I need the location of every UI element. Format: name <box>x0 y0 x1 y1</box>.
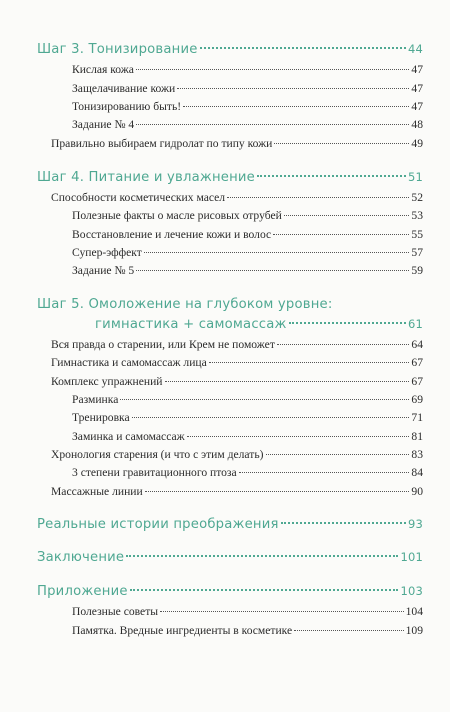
page-number: 93 <box>407 517 423 531</box>
page-number: 103 <box>400 584 423 598</box>
toc-section-conclusion[interactable] <box>37 550 423 565</box>
dot-leader <box>136 270 409 271</box>
dot-leader <box>239 472 410 473</box>
entry-label: Заминка и самомассаж <box>72 430 185 443</box>
section-title-line1: Шаг 5. Омоложение на глубоком уровне: <box>37 297 333 312</box>
section-title: гимнастика + самомассаж <box>95 317 287 332</box>
dot-leader <box>160 611 404 612</box>
entry-label: Кислая кожа <box>72 63 134 76</box>
toc-section-step3[interactable] <box>37 42 423 57</box>
dot-leader <box>165 381 410 382</box>
page-number: 69 <box>411 393 423 406</box>
page-number: 51 <box>407 170 423 184</box>
toc-entry[interactable] <box>72 118 423 131</box>
page-number: 83 <box>411 448 423 461</box>
toc-entry[interactable] <box>72 430 423 443</box>
page-number: 104 <box>405 605 423 618</box>
entry-label: Способности косметических масел <box>51 191 226 204</box>
page-number: 109 <box>405 624 423 637</box>
dot-leader <box>136 124 409 125</box>
entry-label: Тонизированию быть! <box>72 100 182 113</box>
section-title: Приложение <box>37 584 128 599</box>
entry-label: Восстановление и лечение кожи и волос <box>72 228 272 241</box>
page-number: 47 <box>411 100 423 113</box>
toc-entry[interactable] <box>72 264 423 277</box>
page-number: 81 <box>411 430 423 443</box>
entry-label: Хронология старения (и что с этим делать) <box>51 448 264 461</box>
entry-label: Разминка <box>72 393 119 406</box>
page-number: 53 <box>411 209 423 222</box>
page-number: 47 <box>411 82 423 95</box>
entry-label: 3 степени гравитационного птоза <box>72 466 237 479</box>
dot-leader <box>177 88 409 89</box>
dot-leader <box>144 252 410 253</box>
toc-section-step5[interactable] <box>95 317 423 332</box>
toc-entry[interactable] <box>51 137 423 150</box>
toc-entry[interactable] <box>72 605 423 618</box>
page-number: 57 <box>411 246 423 259</box>
section-title: Шаг 4. Питание и увлажнение <box>37 170 255 185</box>
page-number: 59 <box>411 264 423 277</box>
section-title: Шаг 3. Тонизирование <box>37 42 198 57</box>
dot-leader <box>200 47 406 49</box>
dot-leader <box>277 344 410 345</box>
entry-label: Полезные советы <box>72 605 159 618</box>
page-number: 49 <box>411 137 423 150</box>
dot-leader <box>227 197 409 198</box>
toc-entry[interactable] <box>51 375 423 388</box>
page-number: 84 <box>411 466 423 479</box>
dot-leader <box>289 322 406 324</box>
dot-leader <box>209 362 410 363</box>
toc-entry[interactable] <box>51 356 423 369</box>
page-number: 90 <box>411 485 423 498</box>
entry-label: Памятка. Вредные ингредиенты в косметике <box>72 624 293 637</box>
page-number: 47 <box>411 63 423 76</box>
toc-entry[interactable] <box>51 338 423 351</box>
dot-leader <box>126 555 398 557</box>
page-number: 64 <box>411 338 423 351</box>
dot-leader <box>266 454 410 455</box>
page-number: 101 <box>400 550 423 564</box>
dot-leader <box>281 522 406 524</box>
dot-leader <box>132 417 410 418</box>
toc-section-real-stories[interactable] <box>37 517 423 532</box>
page-number: 52 <box>411 191 423 204</box>
dot-leader <box>145 491 410 492</box>
entry-label: Защелачивание кожи <box>72 82 176 95</box>
entry-label: Вся правда о старении, или Крем не поможет <box>51 338 275 351</box>
entry-label: Задание № 4 <box>72 118 135 131</box>
page-number: 48 <box>411 118 423 131</box>
toc-entry[interactable] <box>72 246 423 259</box>
toc-entry[interactable] <box>72 100 423 113</box>
section-title: Реальные истории преображения <box>37 517 279 532</box>
page-number: 55 <box>411 228 423 241</box>
toc-entry[interactable] <box>51 448 423 461</box>
dot-leader <box>183 106 409 107</box>
entry-label: Гимнастика и самомассаж лица <box>51 356 207 369</box>
toc-entry[interactable] <box>72 411 423 424</box>
toc-entry[interactable] <box>72 63 423 76</box>
page-number: 44 <box>407 42 423 56</box>
dot-leader <box>284 215 410 216</box>
dot-leader <box>257 175 406 177</box>
dot-leader <box>294 630 403 631</box>
dot-leader <box>120 399 409 400</box>
toc-entry[interactable] <box>72 82 423 95</box>
dot-leader <box>187 436 410 437</box>
toc-entry[interactable] <box>72 624 423 637</box>
page-number: 67 <box>411 356 423 369</box>
section-title: Заключение <box>37 550 125 565</box>
entry-label: Полезные факты о масле рисовых отрубей <box>72 209 282 222</box>
toc-section-appendix[interactable] <box>37 584 423 599</box>
page-number: 67 <box>411 375 423 388</box>
dot-leader <box>136 69 409 70</box>
entry-label: Массажные линии <box>51 485 143 498</box>
entry-label: Задание № 5 <box>72 264 135 277</box>
toc-entry[interactable] <box>72 393 423 406</box>
entry-label: Супер-эффект <box>72 246 142 259</box>
toc-entry[interactable] <box>72 228 423 241</box>
toc-entry[interactable] <box>72 466 423 479</box>
toc-entry[interactable] <box>51 485 423 498</box>
dot-leader <box>130 589 399 591</box>
toc-entry[interactable] <box>51 191 423 204</box>
page-number: 61 <box>407 317 423 331</box>
toc-entry[interactable] <box>72 209 423 222</box>
dot-leader <box>273 234 409 235</box>
entry-label: Правильно выбираем гидролат по типу кожи <box>51 137 273 150</box>
entry-label: Комплекс упражнений <box>51 375 163 388</box>
entry-label: Тренировка <box>72 411 130 424</box>
dot-leader <box>274 143 409 144</box>
page-number: 71 <box>411 411 423 424</box>
toc-section-step4[interactable] <box>37 170 423 185</box>
